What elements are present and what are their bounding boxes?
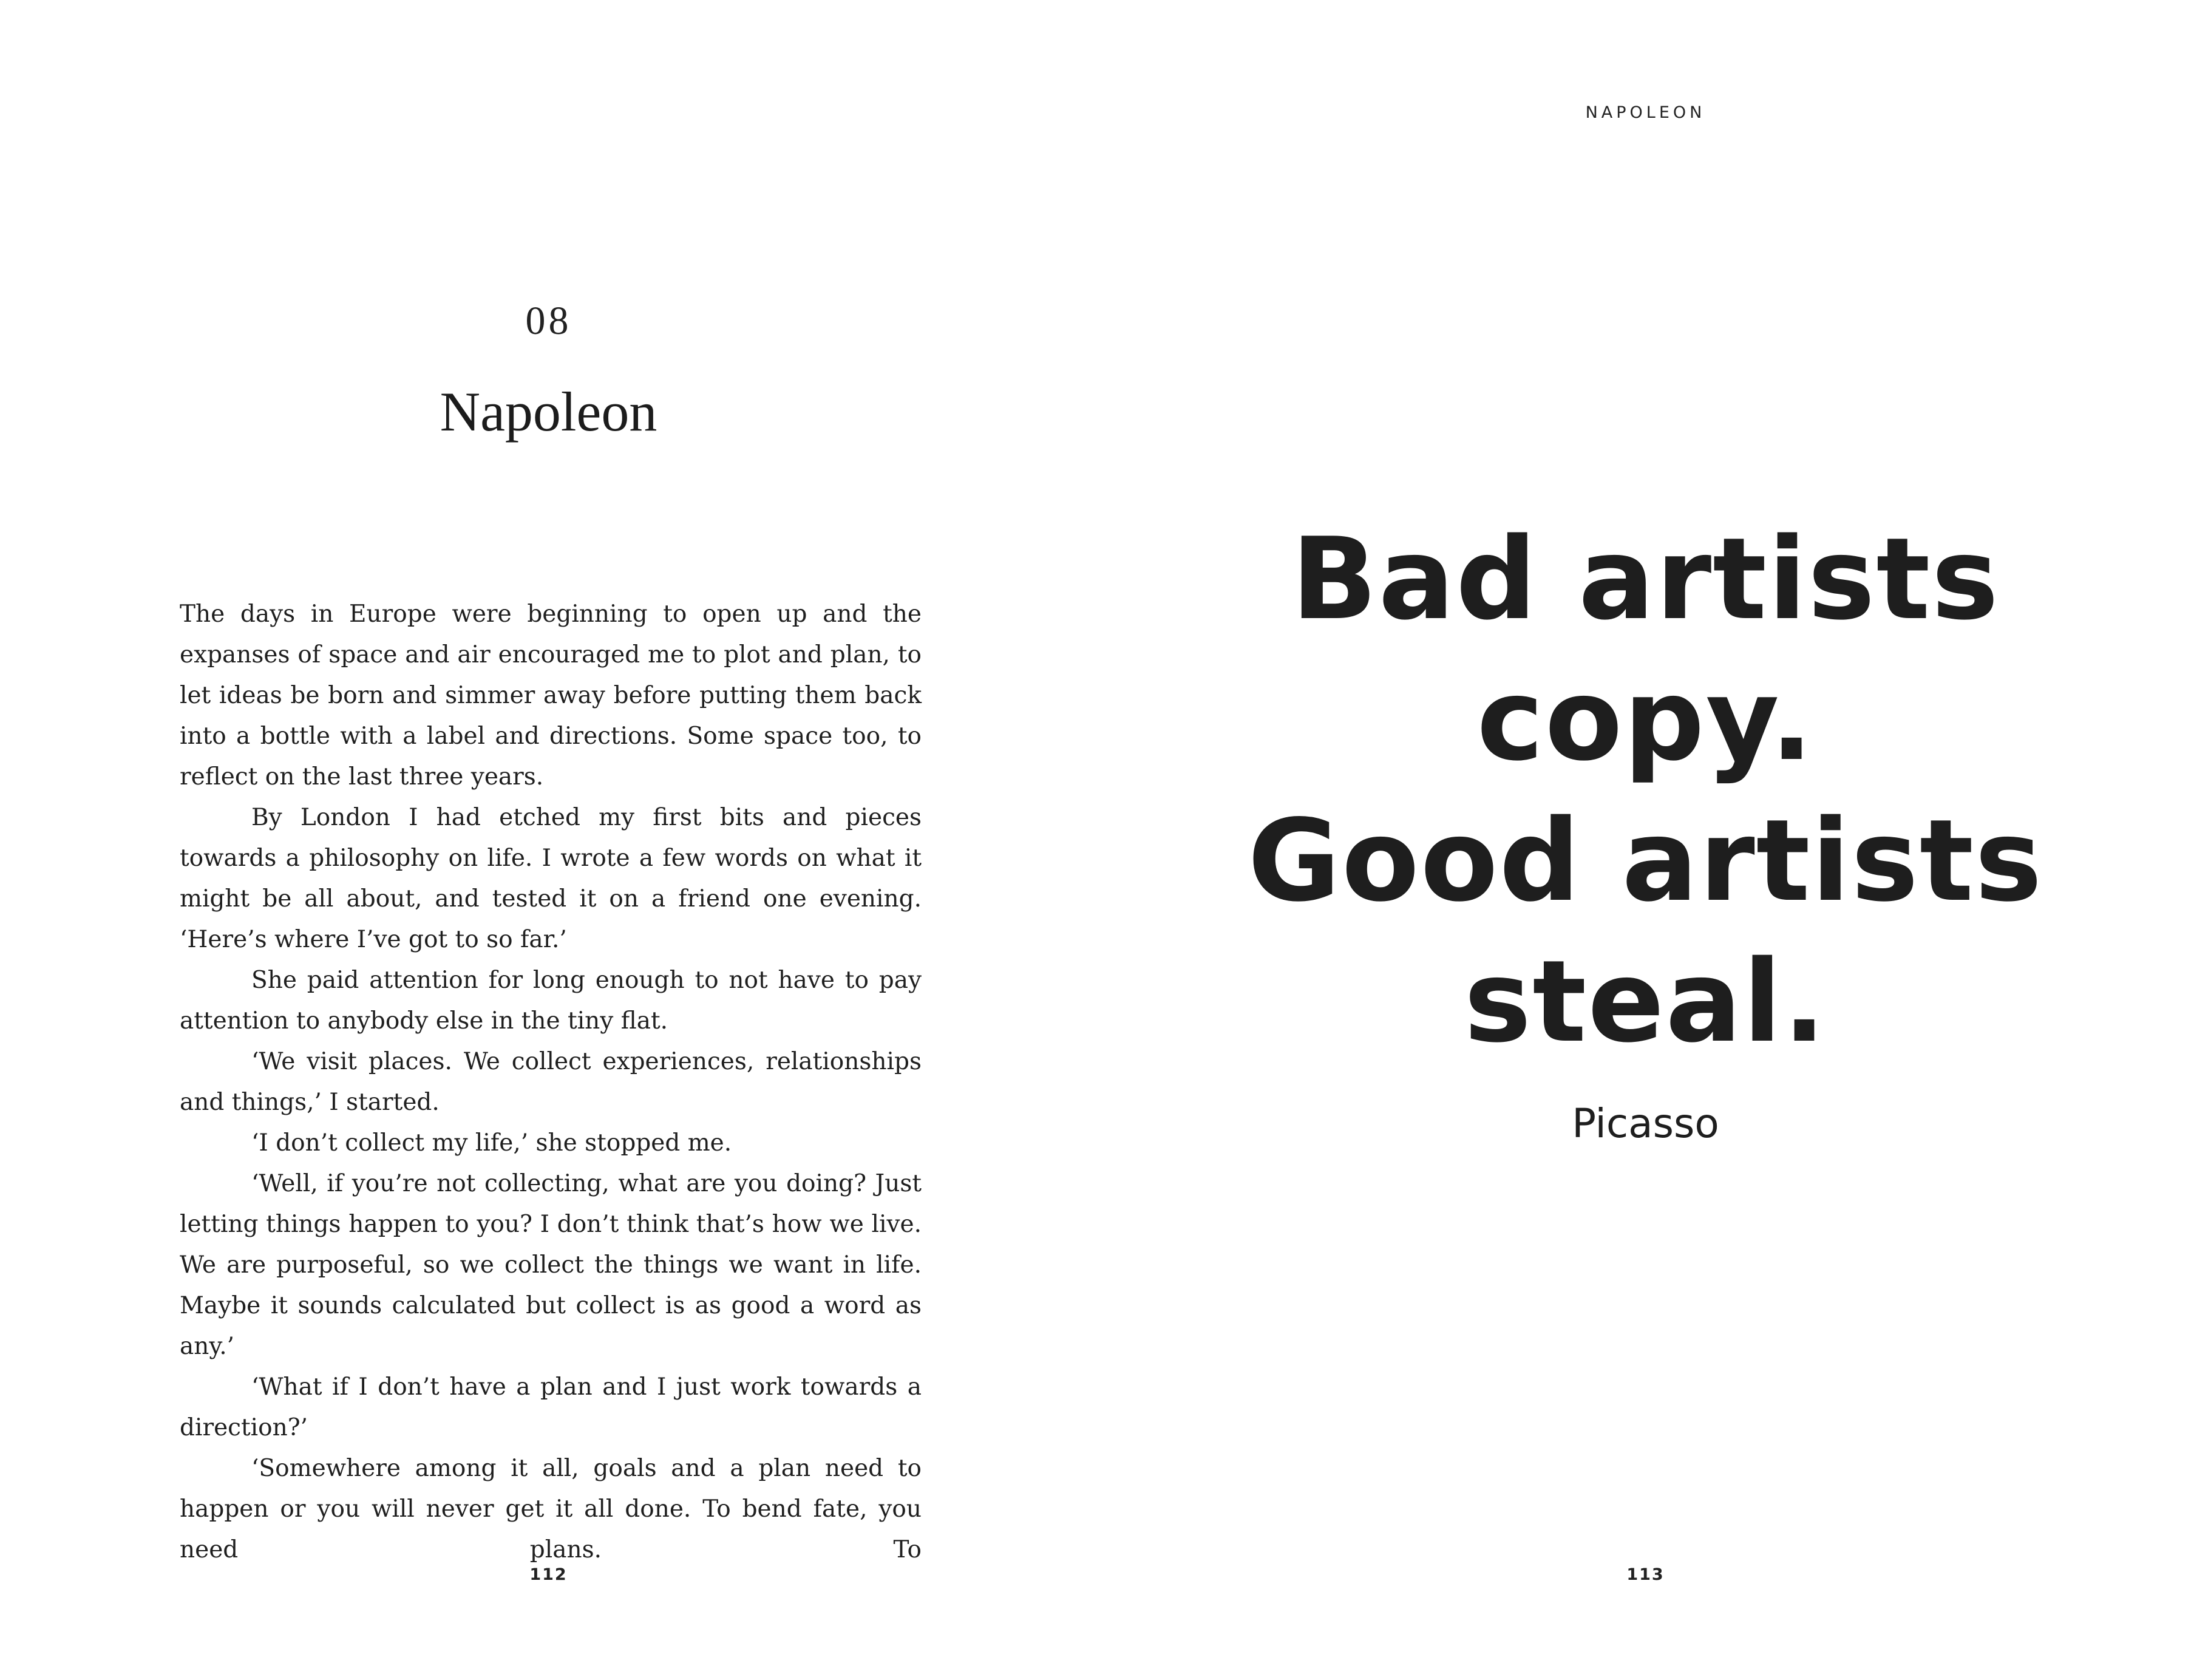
- body-text: [180, 594, 922, 1570]
- paragraph: ‘What if I don’t have a plan and I just work towards a direction?’: [180, 1373, 922, 1441]
- quote-attribution: Picasso: [1572, 1100, 1719, 1147]
- quote-line: steal.: [1464, 936, 1827, 1067]
- page-number-right: 113: [1626, 1565, 1665, 1584]
- quote-line: Bad artists: [1291, 513, 2000, 645]
- paragraph: She paid attention for long enough to not have to pay attention to anybody else in the tiny flat.: [180, 967, 922, 1035]
- quote-line: Good artists: [1248, 795, 2043, 927]
- paragraph: The days in Europe were beginning to open up and the expanses of space and air encouraged me to plot and plan, to let ideas be born and simmer away before putting them back into a bottle with a label and directions. Some space too, to reflect on the last three years.: [180, 600, 922, 791]
- paragraph: By London I had etched my first bits and pieces towards a philosophy on life. I wrote a few words on what it might be all about, and tested it on a friend one evening. ‘Here’s where I’ve got to so far.’: [180, 804, 922, 953]
- paragraph: ‘I don’t collect my life,’ she stopped me.: [251, 1129, 732, 1157]
- running-head: NAPOLEON: [1585, 103, 1706, 122]
- page-number-left: 112: [529, 1565, 568, 1584]
- paragraph: ‘Somewhere among it all, goals and a plan need to happen or you will never get it all done. To bend fate, you need plans. To: [180, 1455, 922, 1563]
- right-page: [1097, 0, 2194, 1680]
- paragraph: ‘We visit places. We collect experiences, relationships and things,’ I started.: [180, 1048, 922, 1116]
- paragraph: ‘Well, if you’re not collecting, what are you doing? Just letting things happen to you? I don’t think that’s how we live. We are purposeful, so we collect the things we want in life. Maybe it sounds calculated but collect is as good a word as any.’: [180, 1170, 922, 1360]
- pull-quote: [1097, 509, 2194, 1072]
- quote-line: copy.: [1476, 654, 1815, 786]
- chapter-number: 08: [525, 299, 572, 343]
- chapter-title: Napoleon: [440, 381, 657, 443]
